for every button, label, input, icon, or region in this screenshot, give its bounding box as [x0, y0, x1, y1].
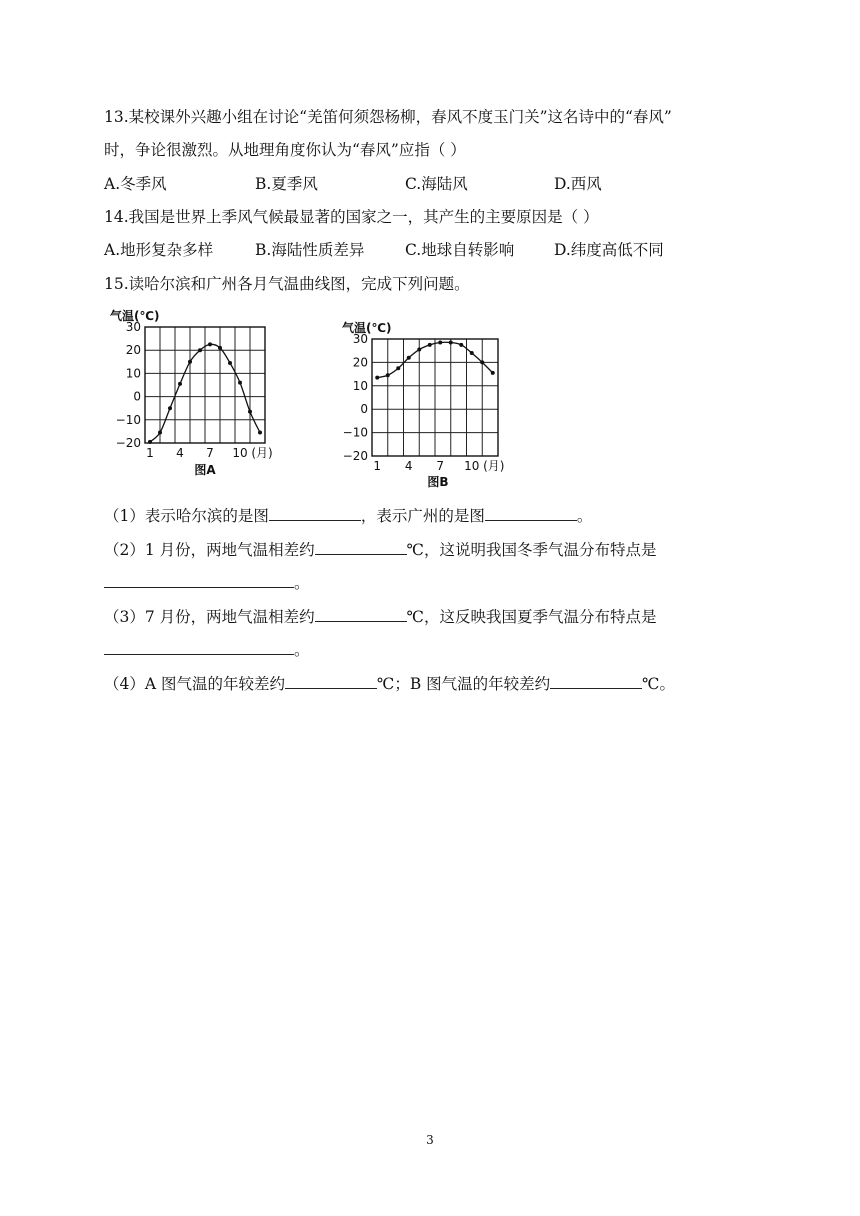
q15-sub4-blank-1[interactable]	[285, 673, 377, 689]
q15-sub4-blank-2[interactable]	[550, 673, 642, 689]
q15-sub4	[104, 673, 675, 694]
temperature-charts	[0, 300, 860, 500]
chart-b-ytick: 20	[352, 355, 368, 370]
chart-a-point	[188, 360, 192, 364]
q13-option-b[interactable]: B.夏季风	[255, 175, 318, 193]
chart-b-xtick: 7	[436, 459, 445, 473]
chart-b-ytick: −20	[342, 449, 368, 463]
q15-sub1-text-c: 。	[576, 507, 593, 525]
q13-stem-line2: 时，争论很激烈。从地理角度你认为“春风”应指（ ）	[104, 141, 466, 159]
chart-a-point	[208, 342, 212, 346]
chart-a-point	[148, 440, 152, 444]
chart-b-point	[417, 348, 421, 352]
q14-option-c[interactable]: C.地球自转影响	[405, 241, 515, 259]
page-number: 3	[426, 1133, 434, 1147]
chart-b-ytick: 10	[352, 378, 368, 393]
q15-sub4-text-b: ℃；B 图气温的年较差约	[376, 675, 551, 693]
q15-sub1-blank-1[interactable]	[269, 505, 361, 521]
q15-sub4-text-a: （4）A 图气温的年较差约	[104, 675, 285, 693]
q15-sub1-text-a: （1）表示哈尔滨的是图	[104, 507, 269, 525]
chart-b-point	[386, 373, 390, 377]
q15-sub1-text-b: ，表示广州的是图	[360, 507, 485, 525]
chart-b-point	[491, 371, 495, 375]
chart-a-xlabel: (月)	[251, 446, 273, 460]
chart-a-point	[248, 410, 252, 414]
chart-a-point	[218, 346, 222, 350]
chart-a-point	[178, 382, 182, 386]
chart-a-point	[158, 431, 162, 435]
q14-option-b[interactable]: B.海陆性质差异	[255, 241, 365, 259]
chart-b-xtick: 10	[464, 459, 480, 473]
q15-sub1-blank-2[interactable]	[485, 505, 577, 521]
chart-b-title: 图B	[427, 475, 449, 489]
q13-option-a[interactable]: A.冬季风	[104, 175, 167, 193]
q15-sub1	[104, 505, 592, 526]
chart-b-point	[459, 343, 463, 347]
q15-sub3-text-c: 。	[294, 641, 310, 659]
chart-b-ylabel: 气温(℃)	[342, 321, 392, 335]
chart-b-ytick: 30	[352, 332, 368, 346]
q15-sub3	[104, 606, 657, 627]
chart-b	[342, 320, 504, 489]
chart-b-xlabel: (月)	[483, 459, 505, 473]
q15-sub2-text-c: 。	[294, 574, 310, 592]
q15-sub2-text-a: （2）1 月份，两地气温相差约	[104, 541, 315, 559]
q15-stem: 15.读哈尔滨和广州各月气温曲线图，完成下列问题。	[104, 275, 470, 293]
q15-sub2-cont	[104, 572, 310, 593]
q14-option-a[interactable]: A.地形复杂多样	[104, 241, 214, 259]
chart-a-point	[238, 381, 242, 385]
q15-sub3-text-b: ℃，这反映我国夏季气温分布特点是	[406, 608, 657, 626]
chart-b-point	[428, 343, 432, 347]
chart-a-point	[198, 348, 202, 352]
q15-sub2-blank-2[interactable]	[104, 572, 294, 588]
chart-a-ytick: 10	[125, 366, 141, 381]
chart-a-ytick: 20	[125, 343, 141, 358]
chart-a-xtick: 4	[176, 446, 184, 460]
chart-a-ytick: 30	[125, 320, 141, 334]
chart-a	[110, 308, 273, 477]
chart-b-point	[470, 351, 474, 355]
chart-a-xtick: 7	[206, 446, 214, 460]
chart-a-ytick: −10	[115, 412, 141, 427]
chart-a-xtick: 1	[146, 446, 154, 460]
q13-option-d[interactable]: D.西风	[554, 175, 602, 193]
q14-option-d[interactable]: D.纬度高低不同	[554, 241, 664, 259]
chart-a-point	[168, 406, 172, 410]
chart-b-xtick: 1	[373, 459, 382, 473]
q15-sub3-blank-1[interactable]	[315, 606, 407, 622]
chart-b-point	[480, 360, 484, 364]
q15-sub2-text-b: ℃，这说明我国冬季气温分布特点是	[406, 541, 657, 559]
chart-b-point	[449, 341, 453, 345]
q15-sub3-blank-2[interactable]	[104, 639, 294, 655]
chart-b-ytick: 0	[360, 402, 368, 417]
chart-a-xtick: 10	[232, 446, 248, 460]
q15-sub3-cont	[104, 639, 310, 660]
chart-b-point	[407, 356, 411, 360]
q15-sub2	[104, 539, 657, 560]
q14-stem: 14.我国是世界上季风气候最显著的国家之一，其产生的主要原因是（ ）	[104, 208, 599, 226]
q15-sub4-text-c: ℃。	[642, 675, 675, 693]
q13-option-c[interactable]: C.海陆风	[405, 175, 468, 193]
chart-a-ytick: −20	[115, 436, 141, 450]
chart-a-ytick: 0	[133, 389, 141, 404]
q13-stem-line1: 13.某校课外兴趣小组在讨论“羌笛何须怨杨柳，春风不度玉门关”这名诗中的“春风”	[104, 108, 672, 126]
chart-b-point	[438, 341, 442, 345]
chart-a-point	[258, 431, 262, 435]
q15-sub2-blank-1[interactable]	[315, 539, 407, 555]
chart-b-point	[375, 376, 379, 380]
chart-b-ytick: −10	[342, 425, 368, 440]
chart-a-point	[228, 361, 232, 365]
chart-b-xtick: 4	[404, 459, 413, 473]
chart-a-ylabel: 气温(℃)	[110, 309, 160, 323]
q15-sub3-text-a: （3）7 月份，两地气温相差约	[104, 608, 315, 626]
chart-b-point	[396, 366, 400, 370]
chart-a-title: 图A	[194, 463, 216, 477]
